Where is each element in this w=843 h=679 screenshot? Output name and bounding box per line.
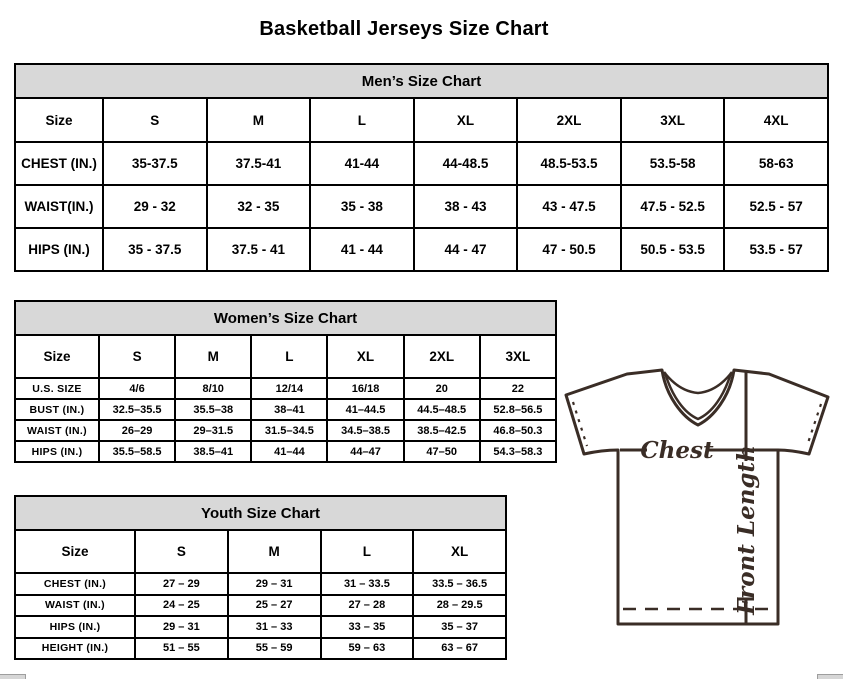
table-row [15, 573, 506, 595]
size-value-cell: 16/18 [327, 378, 403, 399]
horizontal-scrollbar[interactable] [0, 674, 843, 679]
size-row-label: Size [15, 335, 99, 378]
youth-size-table [14, 495, 507, 660]
row-label: U.S. SIZE [15, 378, 99, 399]
column-header: L [251, 335, 327, 378]
column-header: M [207, 98, 311, 142]
chart-title: Men’s Size Chart [15, 64, 828, 98]
row-label: HEIGHT (IN.) [15, 638, 135, 660]
scrollbar-left-thumb[interactable] [0, 674, 26, 679]
size-value-cell: 35 - 37.5 [103, 228, 207, 271]
size-value-cell: 48.5-53.5 [517, 142, 621, 185]
size-value-cell: 47–50 [404, 441, 480, 462]
size-value-cell: 28 – 29.5 [413, 595, 506, 617]
table-row [15, 399, 556, 420]
jersey-outline-svg [556, 362, 842, 662]
size-value-cell: 31 – 33.5 [321, 573, 414, 595]
column-header: XL [414, 98, 518, 142]
row-label: BUST (IN.) [15, 399, 99, 420]
size-value-cell: 4/6 [99, 378, 175, 399]
youth-size-chart [14, 495, 507, 660]
table-row [15, 616, 506, 638]
size-value-cell: 41–44.5 [327, 399, 403, 420]
size-row-label: Size [15, 98, 103, 142]
size-value-cell: 41–44 [251, 441, 327, 462]
collar-band-line [664, 372, 732, 393]
size-value-cell: 38.5–41 [175, 441, 251, 462]
row-label: WAIST (IN.) [15, 595, 135, 617]
size-value-cell: 47.5 - 52.5 [621, 185, 725, 228]
column-header: S [99, 335, 175, 378]
size-value-cell: 47 - 50.5 [517, 228, 621, 271]
size-value-cell: 55 – 59 [228, 638, 321, 660]
size-value-cell: 29 - 32 [103, 185, 207, 228]
size-value-cell: 29 – 31 [228, 573, 321, 595]
size-value-cell: 37.5 - 41 [207, 228, 311, 271]
mens-size-table [14, 63, 829, 272]
womens-size-table [14, 300, 557, 463]
table-row [15, 185, 828, 228]
row-label: HIPS (IN.) [15, 441, 99, 462]
size-value-cell: 29 – 31 [135, 616, 228, 638]
column-header: 3XL [621, 98, 725, 142]
column-header: 3XL [480, 335, 556, 378]
size-value-cell: 31.5–34.5 [251, 420, 327, 441]
size-value-cell: 38–41 [251, 399, 327, 420]
size-value-cell: 20 [404, 378, 480, 399]
table-row [15, 441, 556, 462]
size-value-cell: 35-37.5 [103, 142, 207, 185]
size-value-cell: 44.5–48.5 [404, 399, 480, 420]
chart-title: Youth Size Chart [15, 496, 506, 530]
chest-label: Chest [640, 437, 714, 464]
column-header: M [175, 335, 251, 378]
jersey-body-outline [566, 370, 828, 624]
mens-size-chart [14, 63, 829, 272]
size-value-cell: 46.8–50.3 [480, 420, 556, 441]
column-header: L [310, 98, 414, 142]
table-row [15, 378, 556, 399]
column-header: L [321, 530, 414, 573]
size-value-cell: 52.8–56.5 [480, 399, 556, 420]
size-value-cell: 35.5–38 [175, 399, 251, 420]
chart-title: Women’s Size Chart [15, 301, 556, 335]
row-label: CHEST (IN.) [15, 573, 135, 595]
page-title: Basketball Jerseys Size Chart [259, 18, 549, 41]
table-row [15, 420, 556, 441]
size-value-cell: 54.3–58.3 [480, 441, 556, 462]
size-value-cell: 34.5–38.5 [327, 420, 403, 441]
size-value-cell: 38 - 43 [414, 185, 518, 228]
column-header: 2XL [404, 335, 480, 378]
size-value-cell: 24 – 25 [135, 595, 228, 617]
size-value-cell: 33 – 35 [321, 616, 414, 638]
row-label: HIPS (IN.) [15, 616, 135, 638]
size-value-cell: 44 - 47 [414, 228, 518, 271]
size-value-cell: 53.5-58 [621, 142, 725, 185]
size-value-cell: 27 – 29 [135, 573, 228, 595]
size-value-cell: 32.5–35.5 [99, 399, 175, 420]
size-value-cell: 41 - 44 [310, 228, 414, 271]
size-value-cell: 37.5-41 [207, 142, 311, 185]
size-value-cell: 50.5 - 53.5 [621, 228, 725, 271]
table-row [15, 595, 506, 617]
column-header: XL [413, 530, 506, 573]
column-header: 4XL [724, 98, 828, 142]
size-value-cell: 31 – 33 [228, 616, 321, 638]
size-value-cell: 43 - 47.5 [517, 185, 621, 228]
row-label: CHEST (IN.) [15, 142, 103, 185]
size-value-cell: 52.5 - 57 [724, 185, 828, 228]
size-value-cell: 33.5 – 36.5 [413, 573, 506, 595]
column-header: 2XL [517, 98, 621, 142]
size-value-cell: 35 - 38 [310, 185, 414, 228]
size-value-cell: 51 – 55 [135, 638, 228, 660]
size-value-cell: 59 – 63 [321, 638, 414, 660]
size-value-cell: 25 – 27 [228, 595, 321, 617]
row-label: WAIST (IN.) [15, 420, 99, 441]
size-value-cell: 27 – 28 [321, 595, 414, 617]
jersey-diagram [556, 362, 842, 662]
size-value-cell: 58-63 [724, 142, 828, 185]
scrollbar-right-thumb[interactable] [817, 674, 843, 679]
table-row [15, 142, 828, 185]
size-value-cell: 26–29 [99, 420, 175, 441]
womens-size-chart [14, 300, 557, 463]
size-value-cell: 35.5–58.5 [99, 441, 175, 462]
size-value-cell: 8/10 [175, 378, 251, 399]
table-row [15, 228, 828, 271]
size-value-cell: 32 - 35 [207, 185, 311, 228]
size-value-cell: 44-48.5 [414, 142, 518, 185]
size-value-cell: 35 – 37 [413, 616, 506, 638]
row-label: HIPS (IN.) [15, 228, 103, 271]
column-header: M [228, 530, 321, 573]
column-header: S [103, 98, 207, 142]
size-value-cell: 12/14 [251, 378, 327, 399]
size-row-label: Size [15, 530, 135, 573]
row-label: WAIST(IN.) [15, 185, 103, 228]
table-row [15, 638, 506, 660]
column-header: XL [327, 335, 403, 378]
column-header: S [135, 530, 228, 573]
size-value-cell: 44–47 [327, 441, 403, 462]
size-value-cell: 53.5 - 57 [724, 228, 828, 271]
size-value-cell: 41-44 [310, 142, 414, 185]
size-value-cell: 22 [480, 378, 556, 399]
front-length-label: Front Length [733, 445, 760, 615]
size-value-cell: 38.5–42.5 [404, 420, 480, 441]
collar-band-line [665, 373, 731, 419]
size-value-cell: 63 – 67 [413, 638, 506, 660]
size-value-cell: 29–31.5 [175, 420, 251, 441]
